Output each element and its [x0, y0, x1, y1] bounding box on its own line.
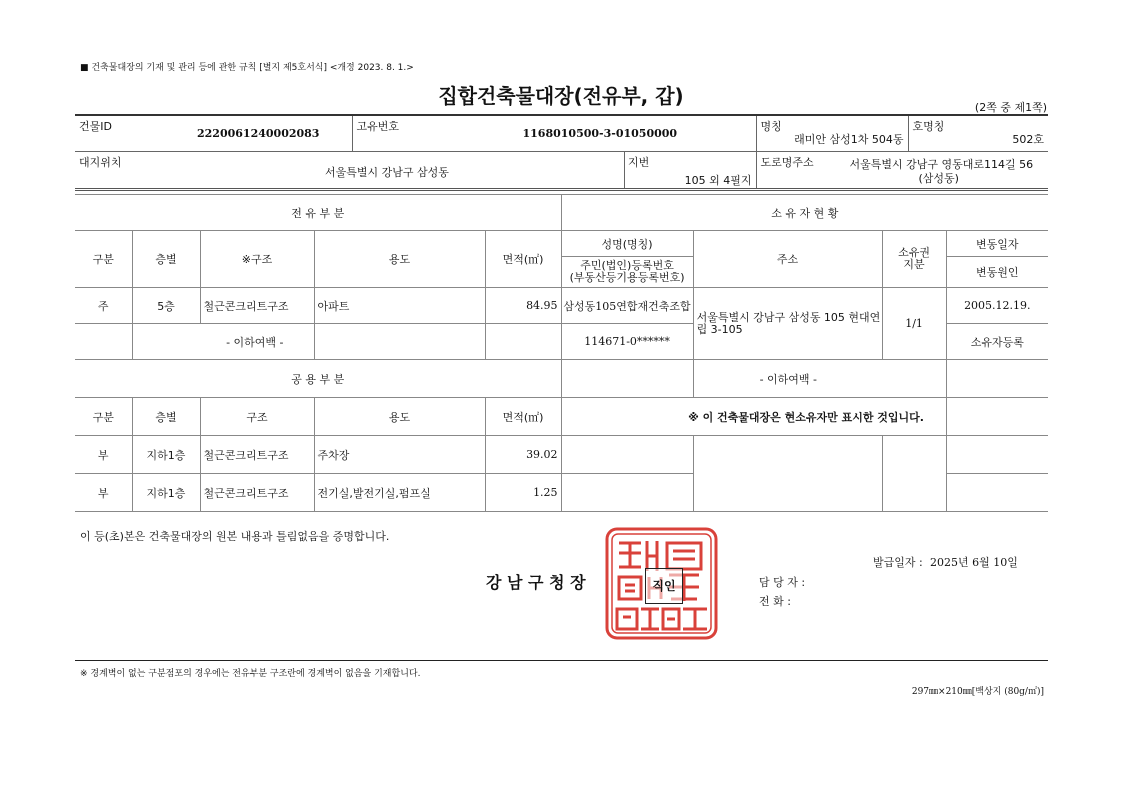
row-division: 주	[75, 288, 132, 324]
col-structure: ※구조	[200, 231, 314, 288]
unit-value: 502호	[1012, 132, 1044, 146]
col-division: 구분	[75, 231, 132, 288]
owner-name: 삼성동105연합재건축조합	[561, 288, 693, 324]
site-value: 서울특별시 강남구 삼성동	[325, 165, 449, 179]
empty-cell	[693, 436, 882, 512]
lot-divider	[624, 152, 625, 188]
unique-no-value: 1168010500-3-01050000	[522, 127, 678, 140]
owner-notice: ※ 이 건축물대장은 현소유자만 표시한 것입니다.	[688, 411, 924, 424]
certification-text: 이 등(초)본은 건축물대장의 원본 내용과 틀림없음을 증명합니다.	[80, 530, 390, 543]
common-col-floor: 층별	[132, 398, 200, 436]
col-owner-share	[882, 231, 946, 288]
site-value-cell	[325, 151, 756, 189]
empty-cell	[485, 324, 561, 360]
building-id-label: 건물ID	[79, 120, 112, 133]
lot-label: 지번	[628, 155, 650, 169]
road-value-line1: 서울특별시 강남구 영동대로114길 56	[849, 157, 1034, 171]
change-reason: 소유자등록	[946, 324, 1048, 360]
common-row-structure: 철근콘크리트구조	[200, 436, 314, 474]
page-indicator: (2쪽 중 제1쪽)	[974, 101, 1047, 114]
col-change-reason: 변동원인	[946, 257, 1048, 288]
col-owner-address: 주소	[693, 231, 882, 288]
owner-address: 서울특별시 강남구 삼성동 105 현대연립 3-105	[693, 288, 882, 360]
road-label: 도로명주소	[760, 155, 814, 169]
common-row-structure: 철근콘크리트구조	[200, 474, 314, 512]
row-usage: 아파트	[314, 288, 485, 324]
col-owner-name: 성명(명칭)	[561, 231, 693, 257]
common-row-usage: 전기실,발전기실,펌프실	[314, 474, 485, 512]
exclusive-blank-note: - 이하여백 -	[132, 324, 314, 360]
issue-date: 2025년 6월 10일	[930, 556, 1018, 569]
col-owner-reg-line2: (부동산등기용등록번호)	[569, 271, 685, 284]
page-title: 집합건축물대장(전유부, 갑)	[438, 84, 684, 108]
unique-no-cell	[352, 115, 756, 151]
seal-label: 직인	[645, 568, 683, 604]
owner-reg-no: 114671-0******	[561, 324, 693, 360]
unit-owner-table	[75, 194, 1048, 512]
phone-label: 전 화 :	[759, 595, 791, 608]
common-col-area: 면적(㎡)	[485, 398, 561, 436]
common-col-structure: 구조	[200, 398, 314, 436]
common-col-usage: 용도	[314, 398, 485, 436]
form-caption: ■ 건축물대장의 기재 및 관리 등에 관한 규칙 [별지 제5호서식] <개정 2023. 8. 1.>	[80, 63, 414, 73]
paper-spec: 297㎜×210㎜[백상지 (80g/㎡)]	[911, 687, 1044, 697]
common-row-floor: 지하1층	[132, 436, 200, 474]
issue-date-label: 발급일자 :	[873, 556, 923, 569]
col-floor: 층별	[132, 231, 200, 288]
building-id-cell	[75, 115, 352, 151]
contact-person-label: 담 당 자 :	[759, 576, 806, 589]
common-row-area: 39.02	[485, 436, 561, 474]
owner-blank-note: - 이하여백 -	[693, 360, 946, 398]
col-change-date: 변동일자	[946, 231, 1048, 257]
owner-share: 1/1	[882, 288, 946, 360]
owner-notice-cell	[688, 398, 946, 436]
road-value-line2: (삼성동)	[918, 171, 959, 185]
col-usage: 용도	[314, 231, 485, 288]
lot-value: 105 외 4필지	[684, 173, 752, 187]
site-cell	[75, 151, 352, 189]
empty-cell	[561, 360, 693, 398]
col-owner-reg	[561, 257, 693, 288]
name-cell	[756, 115, 908, 151]
building-header-table	[75, 114, 1048, 191]
col-owner-share-line1: 소유권	[898, 246, 930, 259]
owner-section-title: 소 유 자 현 황	[561, 195, 1048, 231]
empty-cell	[75, 324, 132, 360]
road-cell	[756, 151, 1048, 189]
common-col-division: 구분	[75, 398, 132, 436]
footer-note: ※ 경계벽이 없는 구분점포의 경우에는 전유부분 구조란에 경계벽이 없음을 기재합니다.	[80, 669, 421, 679]
footer-divider	[75, 660, 1048, 661]
table-row	[75, 436, 1048, 474]
common-row-area: 1.25	[485, 474, 561, 512]
row-area: 84.95	[485, 288, 561, 324]
empty-cell	[946, 474, 1048, 512]
common-row-usage: 주차장	[314, 436, 485, 474]
empty-cell	[946, 436, 1048, 474]
col-owner-reg-line1: 주민(법인)등록번호	[580, 259, 674, 272]
row-structure: 철근콘크리트구조	[200, 288, 314, 324]
empty-cell	[561, 398, 693, 436]
col-area: 면적(㎡)	[485, 231, 561, 288]
empty-cell	[314, 324, 485, 360]
empty-cell	[882, 436, 946, 512]
common-row-division: 부	[75, 436, 132, 474]
name-value: 래미안 삼성1차 504동	[794, 132, 904, 146]
building-id-value: 2220061240002083	[197, 127, 320, 140]
name-label: 명칭	[760, 120, 782, 133]
site-label: 대지위치	[79, 155, 122, 169]
common-row-floor: 지하1층	[132, 474, 200, 512]
empty-cell	[561, 436, 693, 474]
row-floor: 5층	[132, 288, 200, 324]
table-row	[75, 288, 1048, 324]
common-section-title: 공 용 부 분	[75, 360, 561, 398]
change-date: 2005.12.19.	[946, 288, 1048, 324]
empty-cell	[561, 474, 693, 512]
unit-label: 호명칭	[912, 120, 945, 133]
issuer-name: 강 남 구 청 장	[486, 573, 586, 592]
col-owner-share-line2: 지분	[903, 258, 925, 271]
empty-cell	[946, 360, 1048, 398]
exclusive-section-title: 전 유 부 분	[75, 195, 561, 231]
common-row-division: 부	[75, 474, 132, 512]
unit-cell	[908, 115, 1048, 151]
empty-cell	[946, 398, 1048, 436]
unique-no-label: 고유번호	[356, 120, 400, 133]
